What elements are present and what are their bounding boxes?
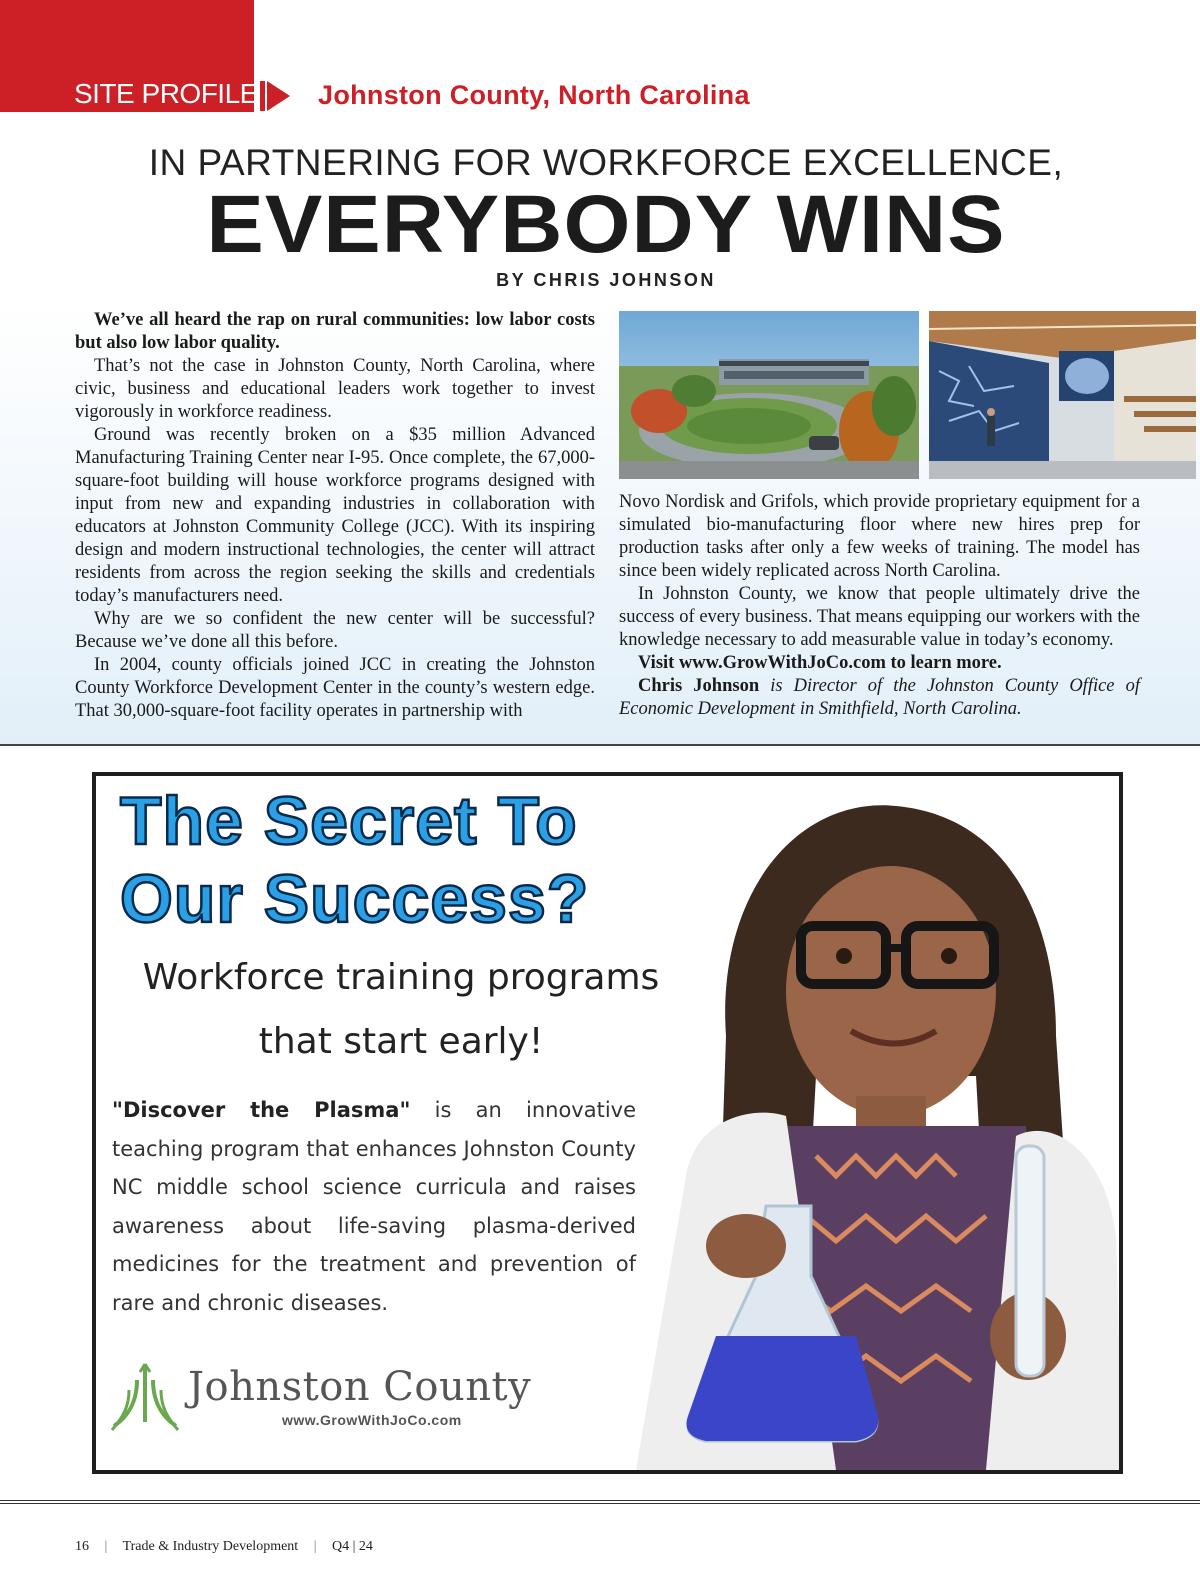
article-paragraph: In 2004, county officials joined JCC in creating the Johnston County Workforce Development Center in the county’s western edge. That 30,000-square-foot facility operates in partnership with	[75, 655, 595, 721]
article-paragraph: Ground was recently broken on a $35 million Advanced Manufacturing Training Center near I-95. Once complete, the 67,000-square-foot building will house workforce programs designed with input from new and expanding industries in collaboration with educators at Johnston Community College (JCC). With its inspiring design and modern instructional technologies, the center will attract residents from across the region seeking the skills and credentials today’s manufacturers need.	[75, 425, 595, 606]
article-column-left	[75, 309, 595, 723]
article-cta: Visit www.GrowWithJoCo.com to learn more.	[638, 653, 1002, 673]
program-description: is an innovative teaching program that enhances Johnston County NC middle school science curricula and raises awareness about life-saving plasma-derived medicines for the treatment and prevention of rare and chronic diseases.	[112, 1098, 636, 1315]
footer-separator: |	[104, 1539, 108, 1554]
footer-rule	[0, 1503, 1200, 1504]
arrow-right-icon	[260, 79, 292, 113]
training-center-interior-image	[929, 311, 1196, 479]
page-footer	[75, 1539, 385, 1555]
johnston-county-logo-icon	[110, 1360, 180, 1434]
section-divider	[0, 744, 1200, 746]
ad-headline-line: Our Success?	[120, 861, 590, 937]
article-column-right	[619, 491, 1140, 721]
article-paragraph: Why are we so confident the new center will be successful? Because we’ve done all this before.	[75, 609, 595, 652]
article-title: EVERYBODY WINS	[206, 179, 1006, 270]
article-paragraph: That’s not the case in Johnston County, North Carolina, where civic, business and educational leaders work together to invest vigorously in workforce readiness.	[75, 356, 595, 422]
ad-logo-url: www.GrowWithJoCo.com	[282, 1412, 462, 1428]
page-number: 16	[75, 1539, 89, 1554]
issue-label: Q4 | 24	[332, 1539, 373, 1554]
article-paragraph: In Johnston County, we know that people ultimately drive the success of every business. That means equipping our workers with the knowledge necessary to add measurable value in today’s economy.	[619, 584, 1140, 650]
ad-headline-line: The Secret To	[120, 783, 578, 859]
article-byline: BY CHRIS JOHNSON	[496, 270, 716, 290]
author-name: Chris Johnson	[638, 676, 760, 696]
publication-name: Trade & Industry Development	[122, 1539, 299, 1554]
footer-rule	[0, 1500, 1200, 1501]
author-bio-text: is Director of the Johnston County Office of Economic Development in Smithfield, North Carolina.	[619, 676, 1140, 719]
section-label: SITE PROFILE	[74, 78, 258, 109]
program-name: "Discover the Plasma"	[112, 1098, 411, 1122]
ad-headline	[120, 782, 589, 938]
article-lead: We’ve all heard the rap on rural communities: low labor costs but also low labor quality.	[75, 310, 595, 353]
ad-subheadline-line: that start early!	[258, 1021, 544, 1062]
article-kicker: IN PARTNERING FOR WORKFORCE EXCELLENCE,	[148, 142, 1064, 183]
author-bio	[619, 675, 1140, 721]
footer-separator: |	[313, 1539, 317, 1554]
location-heading: Johnston County, North Carolina	[318, 80, 750, 110]
ad-logo-name: Johnston County	[188, 1364, 532, 1410]
ad-subheadline-line: Workforce training programs	[142, 957, 660, 998]
training-center-rendering-image	[619, 311, 919, 479]
advertisement	[92, 772, 1123, 1474]
ad-body-text	[112, 1091, 636, 1322]
article-paragraph: Novo Nordisk and Grifols, which provide proprietary equipment for a simulated bio-manufacturing floor where new hires prep for production tasks after only a few weeks of training. The model has since been widely replicated across North Carolina.	[619, 492, 1140, 581]
ad-subheadline	[116, 946, 686, 1074]
